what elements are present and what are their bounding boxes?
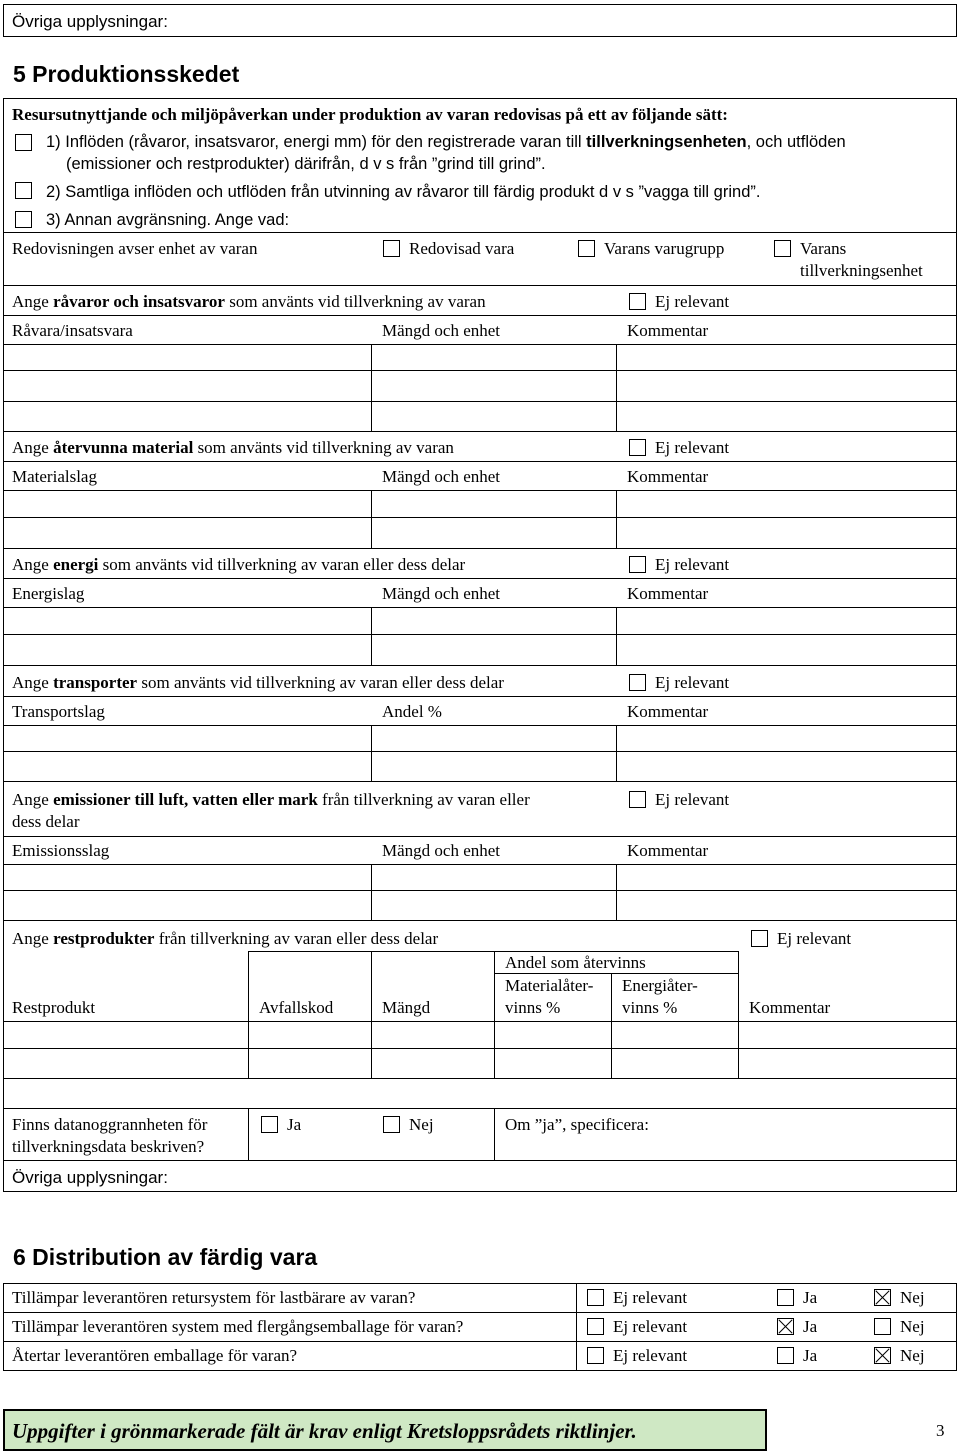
divider bbox=[3, 578, 957, 579]
tillverkningsenhet-checkbox[interactable] bbox=[774, 240, 791, 257]
green-note-text: Uppgifter i grönmarkerade fält är krav enligt Kretsloppsrådets riktlinjer. bbox=[12, 1419, 637, 1443]
emission-ej-relevant-checkbox[interactable] bbox=[629, 791, 646, 808]
divider bbox=[3, 607, 957, 608]
transport-ange bbox=[12, 672, 504, 694]
divider bbox=[494, 973, 738, 974]
col-divider bbox=[494, 1108, 495, 1160]
option-2-checkbox[interactable] bbox=[15, 182, 32, 199]
recycled-ange bbox=[12, 437, 454, 459]
energy-bold: energi bbox=[53, 555, 99, 574]
divider bbox=[3, 1078, 957, 1079]
section-5-intro: Resursutnyttjande och miljöpåverkan under produktion av varan redovisas på ett av följande sätt: bbox=[12, 105, 728, 124]
s6-row-1-ej-relevant-label: Ej relevant bbox=[613, 1288, 688, 1307]
accuracy-nej-label: Nej bbox=[409, 1115, 434, 1134]
emission-ange bbox=[12, 789, 530, 811]
s6-row-3-question: Återtar leverantören emballage för varan? bbox=[12, 1346, 298, 1365]
accuracy-label-2: tillverkningsdata beskriven? bbox=[12, 1137, 205, 1156]
transport-ej-relevant-label: Ej relevant bbox=[655, 673, 730, 692]
option-1-line1 bbox=[46, 131, 846, 153]
divider bbox=[3, 890, 957, 891]
divider bbox=[3, 634, 957, 635]
divider bbox=[3, 431, 957, 432]
accuracy-ja-checkbox[interactable] bbox=[261, 1116, 278, 1133]
divider bbox=[3, 1048, 957, 1049]
s6-row-3-ej-relevant-checkbox[interactable] bbox=[587, 1347, 604, 1364]
divider bbox=[3, 548, 957, 549]
energy-ej-relevant-label: Ej relevant bbox=[655, 555, 730, 574]
emission-col-1: Emissionsslag bbox=[12, 841, 110, 860]
ovriga-label-s5: Övriga upplysningar: bbox=[12, 1168, 168, 1187]
option-1-text: 1) Inflöden (råvaror, insatsvaror, energi mm) för den registrerade varan till bbox=[46, 133, 587, 151]
col-divider bbox=[371, 344, 372, 431]
divider bbox=[3, 461, 957, 462]
rest-ange bbox=[12, 928, 438, 950]
s6-row-2-ja-label: Ja bbox=[803, 1317, 818, 1336]
recycled-col-3: Kommentar bbox=[627, 467, 709, 486]
raw-ange bbox=[12, 291, 486, 313]
raw-ange-word: Ange bbox=[12, 292, 54, 311]
transport-post: som använts vid tillverkning av varan eller dess delar bbox=[137, 673, 504, 692]
option-1-post: , och utflöden bbox=[746, 133, 846, 151]
varugrupp-label: Varans varugrupp bbox=[604, 239, 725, 258]
s6-row-1-question: Tillämpar leverantören retursystem för lastbärare av varan? bbox=[12, 1288, 416, 1307]
rest-post: från tillverkning av varan eller dess delar bbox=[154, 929, 439, 948]
transport-col-3: Kommentar bbox=[627, 702, 709, 721]
transport-ej-relevant-checkbox[interactable] bbox=[629, 674, 646, 691]
section-6-heading: 6 Distribution av färdig vara bbox=[13, 1244, 318, 1270]
divider bbox=[3, 490, 957, 491]
varugrupp-checkbox[interactable] bbox=[578, 240, 595, 257]
divider bbox=[3, 696, 957, 697]
rest-ej-relevant-label: Ej relevant bbox=[777, 929, 852, 948]
s6-row-3-nej-label: Nej bbox=[900, 1346, 925, 1365]
emission-ange-word: Ange bbox=[12, 790, 54, 809]
s6-row-3-ej-relevant-label: Ej relevant bbox=[613, 1346, 688, 1365]
divider bbox=[3, 920, 957, 921]
divider bbox=[3, 517, 957, 518]
col-divider bbox=[371, 490, 372, 548]
rest-col-6: Kommentar bbox=[749, 998, 831, 1017]
rest-col-3: Mängd bbox=[382, 998, 431, 1017]
col-divider bbox=[248, 951, 249, 1078]
raw-col-3: Kommentar bbox=[627, 321, 709, 340]
raw-col-2: Mängd och enhet bbox=[382, 321, 501, 340]
rest-col-5b: vinns % bbox=[622, 998, 678, 1017]
col-divider bbox=[616, 725, 617, 781]
rest-col-4b: vinns % bbox=[505, 998, 561, 1017]
divider bbox=[3, 370, 957, 371]
col-divider bbox=[371, 951, 372, 1078]
transport-col-1: Transportslag bbox=[12, 702, 105, 721]
emission-ej-relevant-label: Ej relevant bbox=[655, 790, 730, 809]
transport-bold: transporter bbox=[53, 673, 138, 692]
page-number: 3 bbox=[936, 1421, 945, 1440]
rest-group-header: Andel som återvinns bbox=[505, 953, 646, 972]
s6-row-1-ej-relevant-checkbox[interactable] bbox=[587, 1289, 604, 1306]
s6-row-2-nej-label: Nej bbox=[900, 1317, 925, 1336]
energy-ange bbox=[12, 554, 465, 576]
rest-col-5a: Energiåter- bbox=[622, 976, 698, 995]
rest-col-4a: Materialåter- bbox=[505, 976, 594, 995]
divider bbox=[3, 781, 957, 782]
s6-row-3-nej-checkbox[interactable] bbox=[874, 1347, 891, 1364]
energy-ange-word: Ange bbox=[12, 555, 54, 574]
redovisad-vara-checkbox[interactable] bbox=[383, 240, 400, 257]
tillverkningsenhet-label-1: Varans bbox=[800, 239, 847, 258]
raw-bold: råvaror och insatsvaror bbox=[53, 292, 225, 311]
emission-col-3: Kommentar bbox=[627, 841, 709, 860]
accuracy-label-1: Finns datanoggrannheten för bbox=[12, 1115, 208, 1134]
tillverkningsenhet-label-2: tillverkningsenhet bbox=[800, 261, 923, 280]
col-divider bbox=[616, 490, 617, 548]
col-divider bbox=[576, 1283, 577, 1371]
energy-col-2: Mängd och enhet bbox=[382, 584, 501, 603]
divider bbox=[3, 315, 957, 316]
col-divider bbox=[738, 951, 739, 1078]
energy-col-3: Kommentar bbox=[627, 584, 709, 603]
col-divider bbox=[494, 951, 495, 1078]
option-3-checkbox[interactable] bbox=[15, 211, 32, 228]
recycled-post: som använts vid tillverkning av varan bbox=[193, 438, 454, 457]
option-1-line2: (emissioner och restprodukter) därifrån, d v s från ”grind till grind”. bbox=[66, 155, 546, 173]
divider bbox=[3, 751, 957, 752]
energy-post: som använts vid tillverkning av varan eller dess delar bbox=[98, 555, 466, 574]
s6-row-2-ja-checkbox[interactable] bbox=[777, 1318, 794, 1335]
divider bbox=[3, 232, 957, 233]
divider bbox=[3, 665, 957, 666]
divider bbox=[3, 1341, 957, 1342]
s6-row-1-ja-label: Ja bbox=[803, 1288, 818, 1307]
s6-row-2-ej-relevant-checkbox[interactable] bbox=[587, 1318, 604, 1335]
rest-col-1: Restprodukt bbox=[12, 998, 96, 1017]
col-divider bbox=[616, 864, 617, 920]
option-1-bold: tillverkningsenheten bbox=[586, 133, 747, 151]
col-divider bbox=[611, 973, 612, 1078]
option-3-text: 3) Annan avgränsning. Ange vad: bbox=[46, 211, 290, 229]
s6-row-3-ja-checkbox[interactable] bbox=[777, 1347, 794, 1364]
divider bbox=[3, 1160, 957, 1161]
col-divider bbox=[371, 725, 372, 781]
energy-col-1: Energislag bbox=[12, 584, 85, 603]
emission-ange-line2: dess delar bbox=[12, 812, 80, 831]
col-divider bbox=[616, 344, 617, 431]
col-divider bbox=[616, 607, 617, 665]
s6-row-2-question: Tillämpar leverantören system med flergångsemballage för varan? bbox=[12, 1317, 464, 1336]
s6-row-1-nej-checkbox[interactable] bbox=[874, 1289, 891, 1306]
ovriga-label-top: Övriga upplysningar: bbox=[12, 12, 168, 31]
divider bbox=[3, 864, 957, 865]
accuracy-specify: Om ”ja”, specificera: bbox=[505, 1115, 649, 1134]
divider bbox=[3, 1108, 957, 1109]
redovisning-label: Redovisningen avser enhet av varan bbox=[12, 239, 258, 258]
recycled-col-1: Materialslag bbox=[12, 467, 97, 486]
emission-bold: emissioner till luft, vatten eller mark bbox=[53, 790, 318, 809]
option-2-text: 2) Samtliga inflöden och utflöden från utvinning av råvaror till färdig produkt d v s ”vagga till grind”. bbox=[46, 183, 761, 201]
s6-row-3-ja-label: Ja bbox=[803, 1346, 818, 1365]
rest-ej-relevant-checkbox[interactable] bbox=[751, 930, 768, 947]
divider bbox=[248, 951, 738, 952]
option-1-checkbox[interactable] bbox=[15, 134, 32, 151]
s6-row-2-ej-relevant-label: Ej relevant bbox=[613, 1317, 688, 1336]
divider bbox=[3, 344, 957, 345]
section-5-heading: 5 Produktionsskedet bbox=[13, 61, 240, 87]
divider bbox=[3, 401, 957, 402]
energy-ej-relevant-checkbox[interactable] bbox=[629, 556, 646, 573]
col-divider bbox=[248, 1108, 249, 1160]
col-divider bbox=[371, 864, 372, 920]
raw-ej-relevant-label: Ej relevant bbox=[655, 292, 730, 311]
rest-ange-word: Ange bbox=[12, 929, 54, 948]
divider bbox=[3, 836, 957, 837]
emission-col-2: Mängd och enhet bbox=[382, 841, 501, 860]
accuracy-nej-checkbox[interactable] bbox=[383, 1116, 400, 1133]
divider bbox=[3, 1312, 957, 1313]
divider bbox=[3, 1021, 957, 1022]
s6-row-1-ja-checkbox[interactable] bbox=[777, 1289, 794, 1306]
divider bbox=[3, 285, 957, 286]
raw-post: som använts vid tillverkning av varan bbox=[224, 292, 486, 311]
s6-row-1-nej-label: Nej bbox=[900, 1288, 925, 1307]
rest-col-2: Avfallskod bbox=[259, 998, 334, 1017]
divider bbox=[3, 725, 957, 726]
transport-col-2: Andel % bbox=[382, 702, 442, 721]
s6-row-2-nej-checkbox[interactable] bbox=[874, 1318, 891, 1335]
recycled-bold: återvunna material bbox=[53, 438, 194, 457]
recycled-ej-relevant-checkbox[interactable] bbox=[629, 439, 646, 456]
rest-bold: restprodukter bbox=[53, 929, 155, 948]
accuracy-ja-label: Ja bbox=[287, 1115, 302, 1134]
emission-post: från tillverkning av varan eller bbox=[317, 790, 530, 809]
transport-ange-word: Ange bbox=[12, 673, 54, 692]
redovisad-vara-label: Redovisad vara bbox=[409, 239, 515, 258]
recycled-ange-word: Ange bbox=[12, 438, 54, 457]
recycled-ej-relevant-label: Ej relevant bbox=[655, 438, 730, 457]
raw-col-1: Råvara/insatsvara bbox=[12, 321, 133, 340]
raw-ej-relevant-checkbox[interactable] bbox=[629, 293, 646, 310]
col-divider bbox=[371, 607, 372, 665]
recycled-col-2: Mängd och enhet bbox=[382, 467, 501, 486]
